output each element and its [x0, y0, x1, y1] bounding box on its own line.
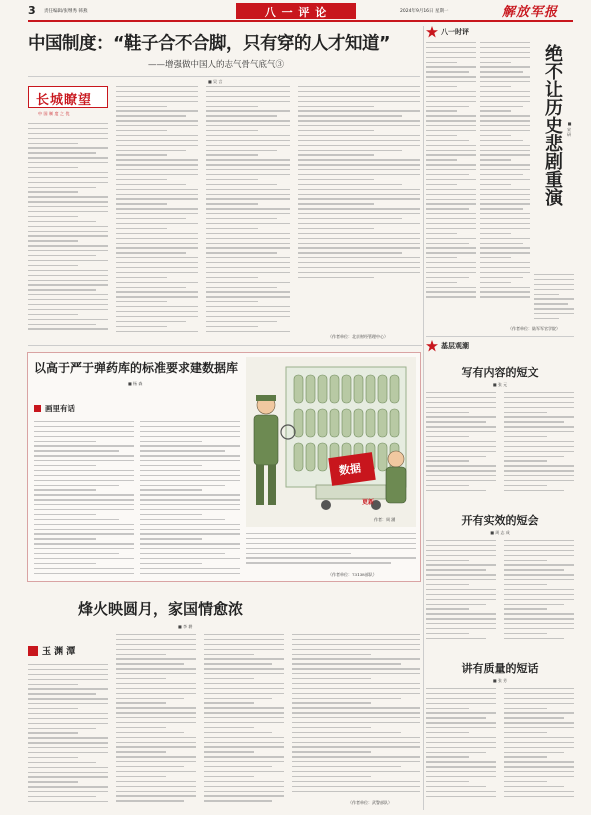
editorial-kicker: 八一时评: [441, 28, 469, 36]
lead-article: [28, 28, 420, 338]
lead-byline: ■ 吴 言: [208, 79, 223, 84]
grassroots-column: [426, 340, 574, 810]
illustration-word-update: 更新: [362, 499, 375, 506]
bottom-text-col-2: [116, 634, 196, 808]
boxed-badge-square: [34, 405, 41, 412]
page-header: [0, 0, 591, 22]
boxed-article: [27, 352, 421, 582]
short-article-1-text-1: [426, 392, 496, 496]
bottom-text-col-1: [28, 664, 108, 808]
short-article-1-text-2: [504, 392, 574, 496]
bottom-text-col-3: [204, 634, 284, 808]
boxed-headline: 以高于严于弹药库的标准要求建数据库: [34, 361, 239, 375]
editors-line: 责任编辑/张继秀 韩燕: [44, 9, 88, 14]
lead-source-note: （作者单位：北京财经管理中心）: [328, 334, 388, 339]
section-divider-2: [426, 336, 574, 337]
short-article-3-text-2: [504, 688, 574, 802]
editorial-headline: 绝不让历史悲剧重演: [542, 44, 563, 206]
short-article-2: [426, 508, 574, 648]
lead-text-col-3: [206, 86, 290, 338]
issue-date: 2024年9月16日 星期一: [400, 9, 449, 14]
boxed-badge-label: 画里有话: [45, 404, 75, 413]
editorial-kicker-bar: [426, 26, 574, 38]
short-article-3-headline: 讲有质量的短话: [461, 662, 539, 675]
short-article-3: [426, 656, 574, 806]
lead-rule: [28, 76, 420, 77]
lead-subhead: ——增强做中国人的志气骨气底气③: [148, 60, 285, 70]
short-article-2-text-2: [504, 540, 574, 644]
lead-text-col-1: [28, 123, 108, 338]
star-icon: [426, 340, 438, 352]
bottom-source-note: （作者单位：武警部队）: [348, 800, 392, 805]
bottom-badge: [28, 644, 108, 660]
editorial: [426, 26, 574, 336]
boxed-text-col-2: [140, 421, 240, 577]
lead-text-col-4: [298, 86, 420, 286]
boxed-source-note: （作者单位：73138部队）: [328, 572, 377, 577]
bottom-badge-label: 玉 渊 潭: [42, 647, 76, 657]
short-article-2-text-1: [426, 540, 496, 644]
boxed-byline: ■ 杨 森: [128, 381, 143, 386]
grassroots-kicker-bar: [426, 340, 574, 352]
bottom-article: [28, 590, 420, 810]
bottom-badge-square: [28, 646, 38, 656]
editorial-byline: ■ 宋 研: [567, 121, 572, 137]
section-title: 八 一 评 论: [264, 6, 328, 19]
boxed-text-col-1: [34, 421, 134, 577]
short-article-2-headline: 开有实效的短会: [461, 514, 539, 527]
lead-text-col-2: [116, 86, 198, 338]
boxed-illustration: [246, 357, 416, 527]
short-article-3-text-1: [426, 688, 496, 802]
short-article-2-byline: ■ 周 志 成: [490, 530, 510, 535]
editorial-text-col-3: [534, 274, 574, 322]
header-rule-top: [28, 20, 573, 22]
lead-headline: 中国制度：“鞋子合不合脚，只有穿的人才知道”: [28, 34, 391, 54]
illustration-word-data: 数据: [338, 461, 362, 478]
bottom-headline: 烽火映圆月，家国情愈浓: [78, 600, 244, 618]
short-article-3-byline: ■ 张 芳: [492, 678, 508, 683]
boxed-text-col-3: [246, 533, 416, 569]
bottom-byline: ■ 李 耕: [178, 624, 193, 629]
bottom-text-col-4: [292, 634, 420, 798]
section-divider-1: [28, 345, 422, 346]
star-icon: [426, 26, 438, 38]
illustration-credit: 作者：周 涵: [374, 517, 396, 522]
editorial-source-note: （作者单位：陆军军官学院）: [508, 326, 560, 331]
masthead-logo: 解放军报: [502, 5, 559, 20]
boxed-badge: [34, 403, 92, 415]
editorial-text-col-1: [426, 42, 476, 304]
column-divider: [423, 26, 424, 810]
short-article-1: [426, 360, 574, 500]
page-number: 3: [28, 4, 36, 17]
column-badge-sub: 中国制度之优: [38, 111, 71, 116]
illustration-drawing: [246, 357, 416, 527]
editorial-text-col-2: [480, 42, 530, 304]
grassroots-kicker: 基层观潮: [441, 342, 469, 350]
column-badge: [28, 86, 108, 118]
short-article-1-byline: ■ 张 元: [492, 382, 508, 387]
short-article-1-headline: 写有内容的短文: [461, 366, 539, 379]
column-badge-title: 长城瞭望: [36, 93, 93, 108]
